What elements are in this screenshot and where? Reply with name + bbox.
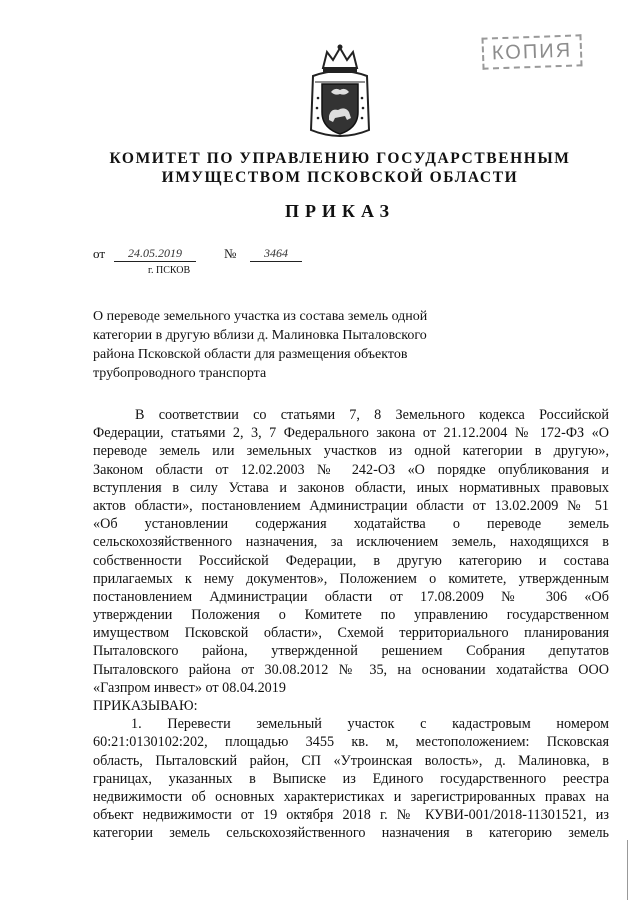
body-line: актов области», постановлением Администрации области от 13.02.2009 № 51 xyxy=(93,497,609,514)
number-prefix: № xyxy=(224,246,237,261)
body-line: сельскохозяйственного назначения, за исключением земель, находящихся в xyxy=(93,534,609,551)
body-line: постановлением Администрации области от 17.08.2009 № 306 «Об xyxy=(93,588,609,605)
body-line: 1. Перевести земельный участок с кадастровым номером xyxy=(131,716,609,733)
body-line: недвижимости об основных характеристиках и зарегистрированных правах на xyxy=(93,788,609,805)
body-line: 60:21:0130102:202, площадью 3455 кв. м, местоположением: Псковская xyxy=(93,734,609,751)
body-line: категории земель сельскохозяйственного назначения в категорию земель xyxy=(93,825,609,842)
order-date: 24.05.2019 xyxy=(114,246,196,262)
order-directive: ПРИКАЗЫВАЮ: xyxy=(93,698,198,714)
document-type-title: ПРИКАЗ xyxy=(284,201,396,221)
body-line: «Об установлении содержания ходатайства о переводе земель xyxy=(93,516,609,533)
body-line: имуществом Псковской области», Схемой территориального планирования xyxy=(93,625,609,642)
pskov-coat-of-arms-emblem xyxy=(305,42,375,147)
date-prefix: от xyxy=(93,246,106,261)
body-line: объект недвижимости от 19 октября 2018 г. № КУВИ-001/2018-11301521, из xyxy=(93,807,609,824)
order-number: 3464 xyxy=(250,246,302,262)
body-line: В соответствии со статьями 7, 8 Земельного кодекса Российской xyxy=(135,407,609,423)
body-line: собственности Российской Федерации, в другую категорию и состава xyxy=(93,552,609,569)
order-body xyxy=(93,406,609,843)
scan-edge-line xyxy=(627,840,628,900)
body-line: Законом области от 12.02.2003 № 242-ОЗ «О порядке опубликования и xyxy=(93,461,609,478)
body-line: «Газпром инвест» от 08.04.2019 xyxy=(93,679,286,696)
body-line: переводе земель или земельных участков из одной категории в другую», xyxy=(93,443,609,460)
body-line: прилагаемых к нему документов», Положением о комитете, утвержденным xyxy=(93,570,609,587)
body-line: Пыталовского района от 30.08.2012 № 35, на основании ходатайства ООО xyxy=(93,661,609,678)
body-line: утверждении Положения о Комитете по управлению государственном xyxy=(93,607,609,624)
subject-line: трубопроводного транспорта xyxy=(93,366,267,381)
copy-stamp: КОПИЯ xyxy=(481,34,582,69)
subject-line: категории в другую вблизи д. Малиновка Пыталовского xyxy=(93,328,427,343)
order-subject xyxy=(93,307,513,383)
body-line: Пыталовского района, утвержденной решением Собрания депутатов xyxy=(93,643,609,660)
body-line: границах, указанных в Выписке из Единого государственного реестра xyxy=(93,770,609,787)
subject-line: О переводе земельного участка из состава земель одной xyxy=(93,309,428,324)
subject-line: района Псковской области для размещения объектов xyxy=(93,347,408,362)
body-line: область, Пыталовский район, СП «Утроинская волость», д. Малиновка, в xyxy=(93,752,609,769)
organization-name-line-2: ИМУЩЕСТВОМ ПСКОВСКОЙ ОБЛАСТИ xyxy=(161,169,519,186)
city-label: г. ПСКОВ xyxy=(148,265,191,276)
organization-name-line-1: КОМИТЕТ ПО УПРАВЛЕНИЮ ГОСУДАРСТВЕННЫМ xyxy=(109,150,571,167)
body-line: вступления в силу Устава и законов области, иных нормативных правовых xyxy=(93,479,609,496)
body-line: Федерации, статьями 2, 3, 7 Федерального закона от 21.12.2004 № 172-ФЗ «О xyxy=(93,425,609,442)
